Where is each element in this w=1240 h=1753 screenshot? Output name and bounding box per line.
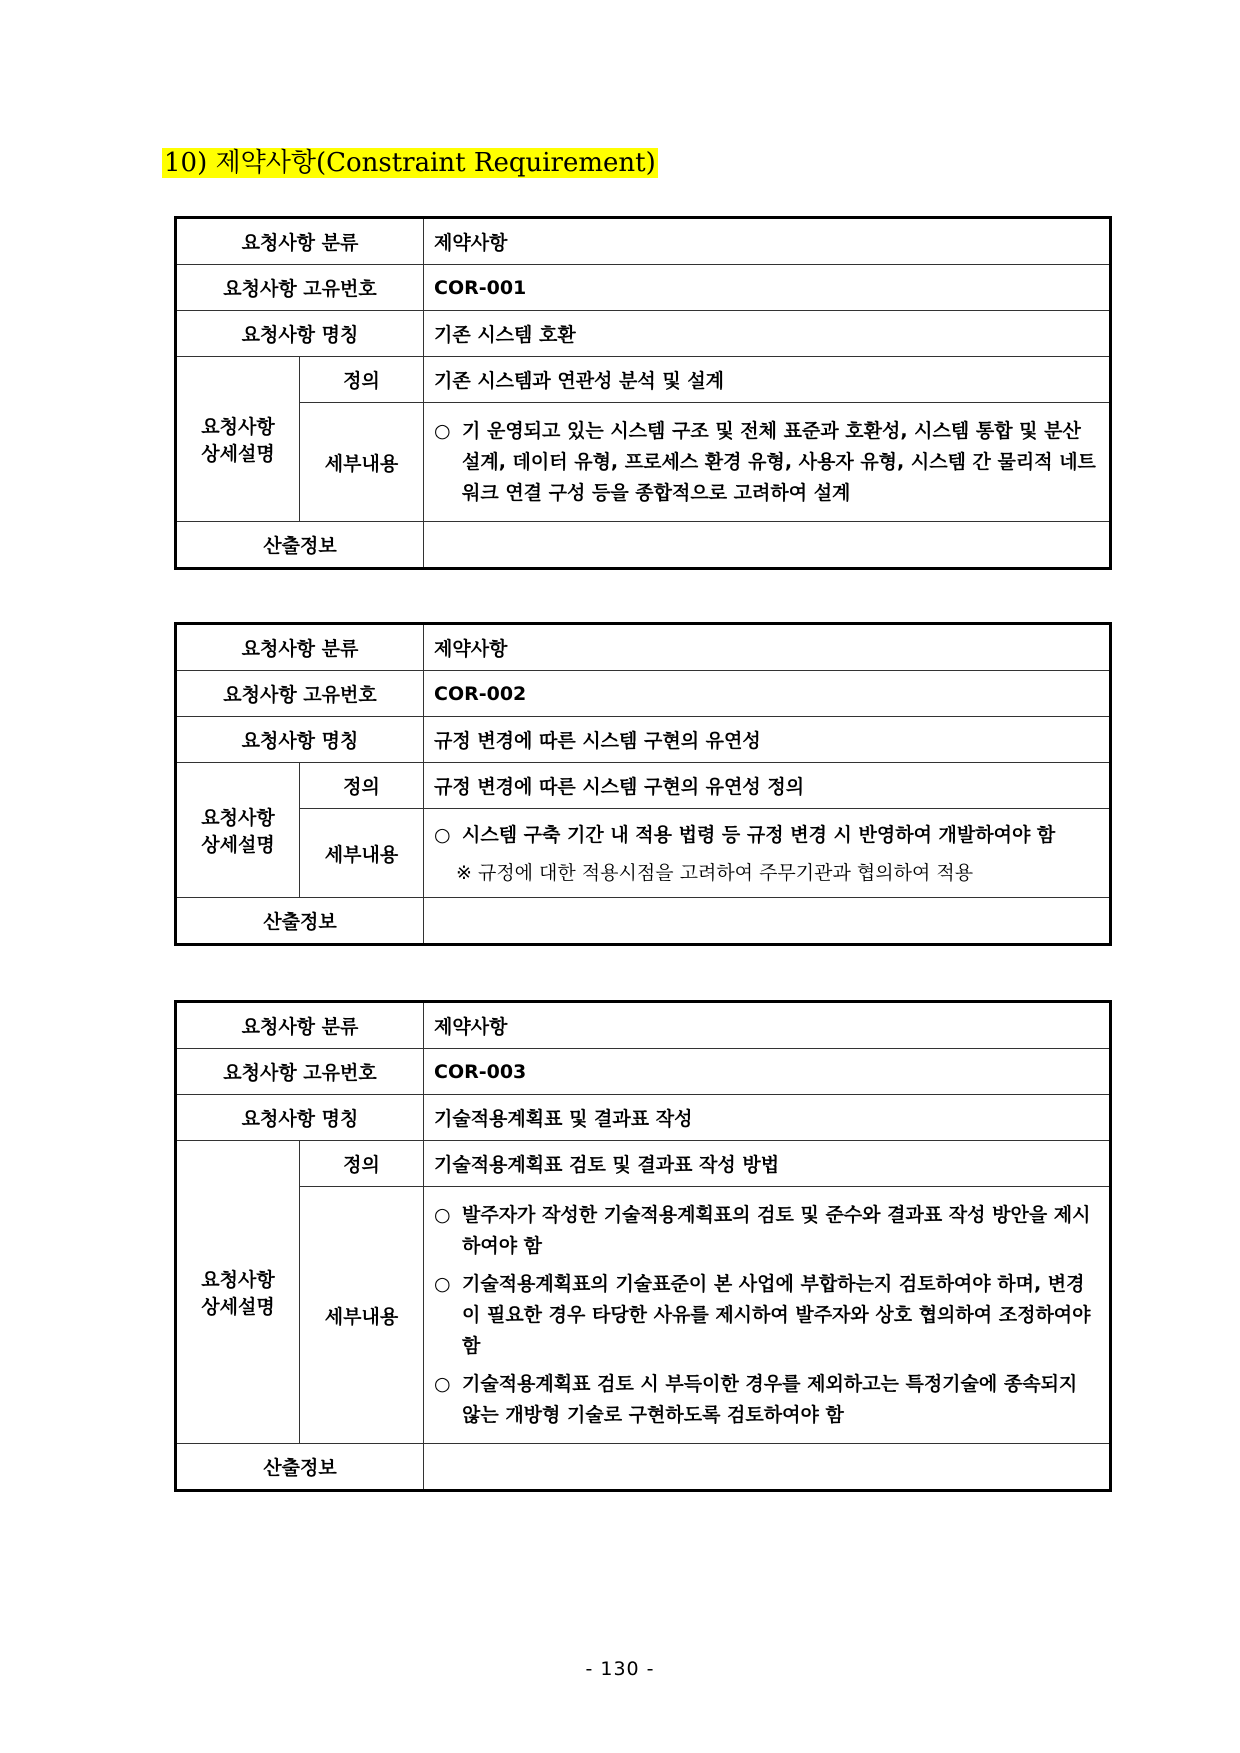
label-detail-text: 요청사항 상세설명 xyxy=(201,416,275,465)
label-content: 세부내용 xyxy=(300,1187,424,1444)
bullet-text: 기술적용계획표의 기술표준이 본 사업에 부합하는지 검토하여야 하며, 변경이 필요한 경우 타당한 사유를 제시하여 발주자와 상호 협의하여 조정하여야 함 xyxy=(462,1272,1091,1357)
bullet-item xyxy=(434,416,1099,509)
section-heading xyxy=(162,146,658,180)
requirement-table-2 xyxy=(174,622,1112,946)
page-number: - 130 - xyxy=(585,1658,655,1680)
value-name: 규정 변경에 따른 시스템 구현의 유연성 xyxy=(424,717,1111,763)
label-name: 요청사항 명칭 xyxy=(176,717,424,763)
section-heading-text: 10) 제약사항(Constraint Requirement) xyxy=(164,148,656,178)
label-category: 요청사항 분류 xyxy=(176,218,424,265)
bullet-mark: ○ xyxy=(434,1272,451,1295)
label-output: 산출정보 xyxy=(176,898,424,945)
label-output: 산출정보 xyxy=(176,1444,424,1491)
bullet-text: 기 운영되고 있는 시스템 구조 및 전체 표준과 호환성, 시스템 통합 및 분산 설계, 데이터 유형, 프로세스 환경 유형, 사용자 유형, 시스템 간 물리적 네트워크 연결 구성 등을 종합적으로 고려하여 설계 xyxy=(462,419,1096,504)
label-detail xyxy=(176,357,300,522)
label-name: 요청사항 명칭 xyxy=(176,311,424,357)
label-detail-text: 요청사항 상세설명 xyxy=(201,1269,275,1318)
requirement-table-3 xyxy=(174,1000,1112,1492)
value-content xyxy=(424,809,1111,898)
value-output xyxy=(424,522,1111,569)
label-content: 세부내용 xyxy=(300,809,424,898)
value-category: 제약사항 xyxy=(424,624,1111,671)
value-id: COR-002 xyxy=(424,671,1111,717)
value-content xyxy=(424,1187,1111,1444)
bullet-mark: ○ xyxy=(434,419,451,442)
label-id: 요청사항 고유번호 xyxy=(176,1049,424,1095)
label-content: 세부내용 xyxy=(300,403,424,522)
bullet-item xyxy=(434,1369,1099,1431)
label-detail-text: 요청사항 상세설명 xyxy=(201,807,275,856)
bullet-mark: ○ xyxy=(434,1372,451,1395)
note-text: ※ 규정에 대한 적용시점을 고려하여 주무기관과 협의하여 적용 xyxy=(456,861,974,884)
value-definition: 기술적용계획표 검토 및 결과표 작성 방법 xyxy=(424,1141,1111,1187)
label-id: 요청사항 고유번호 xyxy=(176,671,424,717)
requirement-table-1 xyxy=(174,216,1112,570)
bullet-mark: ○ xyxy=(434,1203,451,1226)
value-definition: 기존 시스템과 연관성 분석 및 설계 xyxy=(424,357,1111,403)
label-detail xyxy=(176,1141,300,1444)
bullet-item xyxy=(434,820,1099,851)
label-detail xyxy=(176,763,300,898)
value-output xyxy=(424,1444,1111,1491)
bullet-item xyxy=(434,1269,1099,1362)
value-category: 제약사항 xyxy=(424,218,1111,265)
value-definition: 규정 변경에 따른 시스템 구현의 유연성 정의 xyxy=(424,763,1111,809)
label-id: 요청사항 고유번호 xyxy=(176,265,424,311)
value-id: COR-003 xyxy=(424,1049,1111,1095)
label-output: 산출정보 xyxy=(176,522,424,569)
value-name: 기존 시스템 호환 xyxy=(424,311,1111,357)
value-output xyxy=(424,898,1111,945)
value-content xyxy=(424,403,1111,522)
bullet-mark: ○ xyxy=(434,823,451,846)
value-name: 기술적용계획표 및 결과표 작성 xyxy=(424,1095,1111,1141)
label-definition: 정의 xyxy=(300,357,424,403)
bullet-text: 시스템 구축 기간 내 적용 법령 등 규정 변경 시 반영하여 개발하여야 함 xyxy=(462,823,1056,846)
label-category: 요청사항 분류 xyxy=(176,1002,424,1049)
bullet-item xyxy=(434,1200,1099,1262)
bullet-text: 기술적용계획표 검토 시 부득이한 경우를 제외하고는 특정기술에 종속되지 않는 개방형 기술로 구현하도록 검토하여야 함 xyxy=(462,1372,1078,1426)
label-definition: 정의 xyxy=(300,763,424,809)
value-category: 제약사항 xyxy=(424,1002,1111,1049)
label-definition: 정의 xyxy=(300,1141,424,1187)
value-id: COR-001 xyxy=(424,265,1111,311)
label-category: 요청사항 분류 xyxy=(176,624,424,671)
label-name: 요청사항 명칭 xyxy=(176,1095,424,1141)
bullet-text: 발주자가 작성한 기술적용계획표의 검토 및 준수와 결과표 작성 방안을 제시하여야 함 xyxy=(462,1203,1091,1257)
